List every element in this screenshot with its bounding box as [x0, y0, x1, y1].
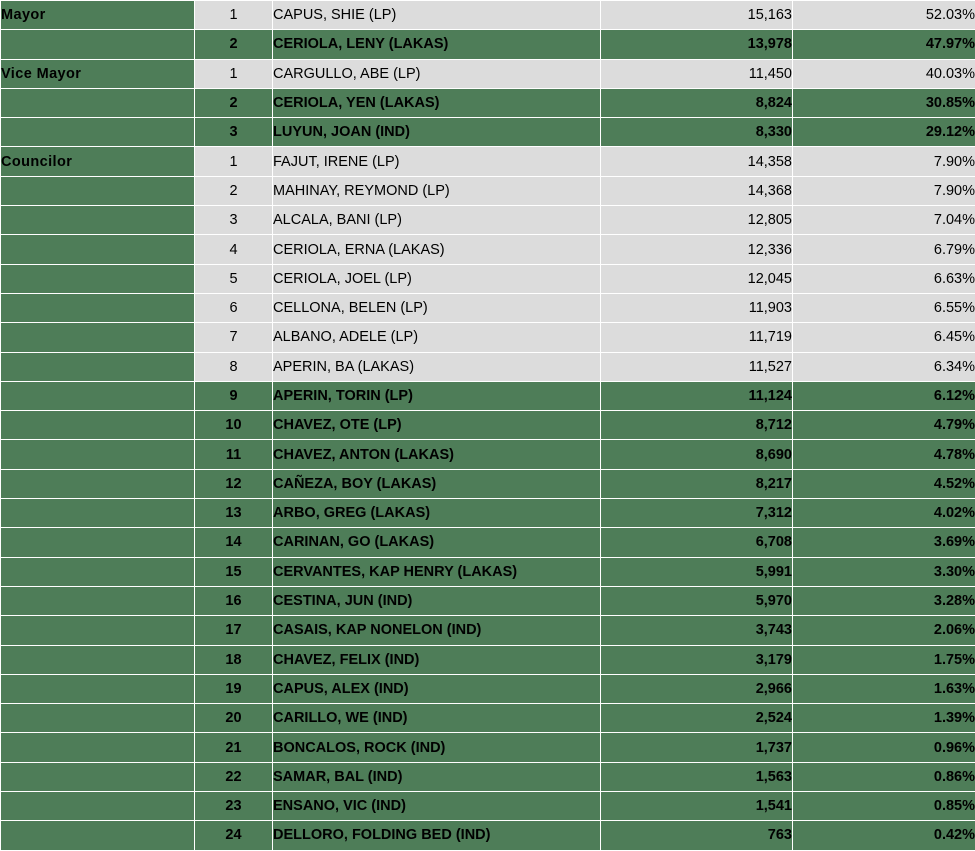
table-row [1, 499, 975, 528]
table-row [1, 30, 975, 59]
percent-cell: 0.86% [793, 762, 975, 791]
votes-cell: 8,217 [601, 469, 793, 498]
candidate-cell: CELLONA, BELEN (LP) [273, 293, 601, 322]
rank-cell: 11 [195, 440, 273, 469]
candidate-cell: CAPUS, ALEX (IND) [273, 674, 601, 703]
rank-cell: 3 [195, 206, 273, 235]
table-row [1, 88, 975, 117]
rank-cell: 10 [195, 411, 273, 440]
table-row [1, 557, 975, 586]
table-row [1, 323, 975, 352]
rank-cell: 2 [195, 88, 273, 117]
votes-cell: 3,179 [601, 645, 793, 674]
votes-cell: 15,163 [601, 1, 793, 30]
candidate-cell: CASAIS, KAP NONELON (IND) [273, 616, 601, 645]
votes-cell: 11,719 [601, 323, 793, 352]
votes-cell: 13,978 [601, 30, 793, 59]
candidate-cell: ALCALA, BANI (LP) [273, 206, 601, 235]
candidate-cell: MAHINAY, REYMOND (LP) [273, 176, 601, 205]
candidate-cell: ARBO, GREG (LAKAS) [273, 499, 601, 528]
rank-cell: 14 [195, 528, 273, 557]
position-label-empty [1, 411, 195, 440]
percent-cell: 6.55% [793, 293, 975, 322]
position-label-empty [1, 206, 195, 235]
table-row [1, 733, 975, 762]
percent-cell: 3.30% [793, 557, 975, 586]
rank-cell: 6 [195, 293, 273, 322]
percent-cell: 3.69% [793, 528, 975, 557]
table-row [1, 381, 975, 410]
position-label-empty [1, 821, 195, 850]
percent-cell: 0.96% [793, 733, 975, 762]
percent-cell: 4.79% [793, 411, 975, 440]
percent-cell: 4.52% [793, 469, 975, 498]
candidate-cell: APERIN, TORIN (LP) [273, 381, 601, 410]
candidate-cell: CARILLO, WE (IND) [273, 704, 601, 733]
candidate-cell: ENSANO, VIC (IND) [273, 792, 601, 821]
rank-cell: 18 [195, 645, 273, 674]
rank-cell: 2 [195, 176, 273, 205]
position-label-empty [1, 440, 195, 469]
candidate-cell: CERIOLA, LENY (LAKAS) [273, 30, 601, 59]
percent-cell: 6.79% [793, 235, 975, 264]
table-row [1, 59, 975, 88]
candidate-cell: CERIOLA, JOEL (LP) [273, 264, 601, 293]
votes-cell: 12,805 [601, 206, 793, 235]
votes-cell: 7,312 [601, 499, 793, 528]
rank-cell: 5 [195, 264, 273, 293]
table-row [1, 206, 975, 235]
position-label-empty [1, 674, 195, 703]
votes-cell: 8,712 [601, 411, 793, 440]
votes-cell: 5,970 [601, 586, 793, 615]
position-label-empty [1, 557, 195, 586]
candidate-cell: CERVANTES, KAP HENRY (LAKAS) [273, 557, 601, 586]
votes-cell: 8,824 [601, 88, 793, 117]
rank-cell: 13 [195, 499, 273, 528]
position-label-empty [1, 235, 195, 264]
table-row [1, 1, 975, 30]
candidate-cell: CAÑEZA, BOY (LAKAS) [273, 469, 601, 498]
rank-cell: 16 [195, 586, 273, 615]
votes-cell: 1,737 [601, 733, 793, 762]
percent-cell: 0.85% [793, 792, 975, 821]
candidate-cell: ALBANO, ADELE (LP) [273, 323, 601, 352]
position-label: Vice Mayor [1, 59, 195, 88]
percent-cell: 47.97% [793, 30, 975, 59]
table-row [1, 616, 975, 645]
table-row [1, 176, 975, 205]
percent-cell: 7.90% [793, 147, 975, 176]
candidate-cell: CERIOLA, ERNA (LAKAS) [273, 235, 601, 264]
position-label-empty [1, 381, 195, 410]
rank-cell: 19 [195, 674, 273, 703]
percent-cell: 1.75% [793, 645, 975, 674]
table-row [1, 235, 975, 264]
votes-cell: 11,527 [601, 352, 793, 381]
percent-cell: 6.63% [793, 264, 975, 293]
votes-cell: 3,743 [601, 616, 793, 645]
rank-cell: 1 [195, 1, 273, 30]
rank-cell: 17 [195, 616, 273, 645]
rank-cell: 23 [195, 792, 273, 821]
percent-cell: 2.06% [793, 616, 975, 645]
votes-cell: 1,541 [601, 792, 793, 821]
position-label-empty [1, 499, 195, 528]
rank-cell: 8 [195, 352, 273, 381]
table-row [1, 264, 975, 293]
percent-cell: 1.39% [793, 704, 975, 733]
percent-cell: 0.42% [793, 821, 975, 850]
candidate-cell: SAMAR, BAL (IND) [273, 762, 601, 791]
position-label-empty [1, 616, 195, 645]
position-label-empty [1, 352, 195, 381]
percent-cell: 3.28% [793, 586, 975, 615]
candidate-cell: CHAVEZ, FELIX (IND) [273, 645, 601, 674]
candidate-cell: CERIOLA, YEN (LAKAS) [273, 88, 601, 117]
table-row [1, 674, 975, 703]
votes-cell: 12,045 [601, 264, 793, 293]
position-label-empty [1, 733, 195, 762]
votes-cell: 8,330 [601, 118, 793, 147]
table-row [1, 293, 975, 322]
rank-cell: 15 [195, 557, 273, 586]
candidate-cell: CHAVEZ, ANTON (LAKAS) [273, 440, 601, 469]
table-row [1, 147, 975, 176]
rank-cell: 12 [195, 469, 273, 498]
percent-cell: 6.12% [793, 381, 975, 410]
candidate-cell: CARGULLO, ABE (LP) [273, 59, 601, 88]
votes-cell: 12,336 [601, 235, 793, 264]
votes-cell: 8,690 [601, 440, 793, 469]
table-row [1, 118, 975, 147]
candidate-cell: CESTINA, JUN (IND) [273, 586, 601, 615]
rank-cell: 20 [195, 704, 273, 733]
votes-cell: 11,903 [601, 293, 793, 322]
position-label-empty [1, 264, 195, 293]
position-label-empty [1, 293, 195, 322]
rank-cell: 22 [195, 762, 273, 791]
votes-cell: 6,708 [601, 528, 793, 557]
position-label-empty [1, 118, 195, 147]
candidate-cell: CHAVEZ, OTE (LP) [273, 411, 601, 440]
candidate-cell: APERIN, BA (LAKAS) [273, 352, 601, 381]
votes-cell: 1,563 [601, 762, 793, 791]
percent-cell: 30.85% [793, 88, 975, 117]
table-row [1, 411, 975, 440]
percent-cell: 7.90% [793, 176, 975, 205]
position-label-empty [1, 528, 195, 557]
candidate-cell: CAPUS, SHIE (LP) [273, 1, 601, 30]
position-label: Mayor [1, 1, 195, 30]
position-label-empty [1, 645, 195, 674]
table-row [1, 645, 975, 674]
table-row [1, 469, 975, 498]
rank-cell: 21 [195, 733, 273, 762]
table-row [1, 352, 975, 381]
position-label-empty [1, 704, 195, 733]
rank-cell: 9 [195, 381, 273, 410]
rank-cell: 4 [195, 235, 273, 264]
position-label-empty [1, 176, 195, 205]
position-label-empty [1, 323, 195, 352]
votes-cell: 2,524 [601, 704, 793, 733]
rank-cell: 2 [195, 30, 273, 59]
position-label-empty [1, 792, 195, 821]
candidate-cell: LUYUN, JOAN (IND) [273, 118, 601, 147]
votes-cell: 14,368 [601, 176, 793, 205]
position-label-empty [1, 88, 195, 117]
candidate-cell: CARINAN, GO (LAKAS) [273, 528, 601, 557]
table-row [1, 528, 975, 557]
votes-cell: 763 [601, 821, 793, 850]
rank-cell: 3 [195, 118, 273, 147]
position-label-empty [1, 30, 195, 59]
votes-cell: 11,124 [601, 381, 793, 410]
position-label: Councilor [1, 147, 195, 176]
position-label-empty [1, 586, 195, 615]
votes-cell: 5,991 [601, 557, 793, 586]
position-label-empty [1, 762, 195, 791]
percent-cell: 4.02% [793, 499, 975, 528]
percent-cell: 1.63% [793, 674, 975, 703]
table-row [1, 704, 975, 733]
candidate-cell: DELLORO, FOLDING BED (IND) [273, 821, 601, 850]
table-row [1, 440, 975, 469]
percent-cell: 6.45% [793, 323, 975, 352]
percent-cell: 6.34% [793, 352, 975, 381]
rank-cell: 1 [195, 147, 273, 176]
candidate-cell: FAJUT, IRENE (LP) [273, 147, 601, 176]
position-label-empty [1, 469, 195, 498]
votes-cell: 2,966 [601, 674, 793, 703]
table-row [1, 821, 975, 850]
rank-cell: 24 [195, 821, 273, 850]
rank-cell: 1 [195, 59, 273, 88]
table-body [1, 1, 975, 851]
candidate-cell: BONCALOS, ROCK (IND) [273, 733, 601, 762]
table-row [1, 792, 975, 821]
percent-cell: 4.78% [793, 440, 975, 469]
percent-cell: 7.04% [793, 206, 975, 235]
table-row [1, 586, 975, 615]
votes-cell: 14,358 [601, 147, 793, 176]
table-row [1, 762, 975, 791]
percent-cell: 29.12% [793, 118, 975, 147]
percent-cell: 40.03% [793, 59, 975, 88]
rank-cell: 7 [195, 323, 273, 352]
percent-cell: 52.03% [793, 1, 975, 30]
votes-cell: 11,450 [601, 59, 793, 88]
